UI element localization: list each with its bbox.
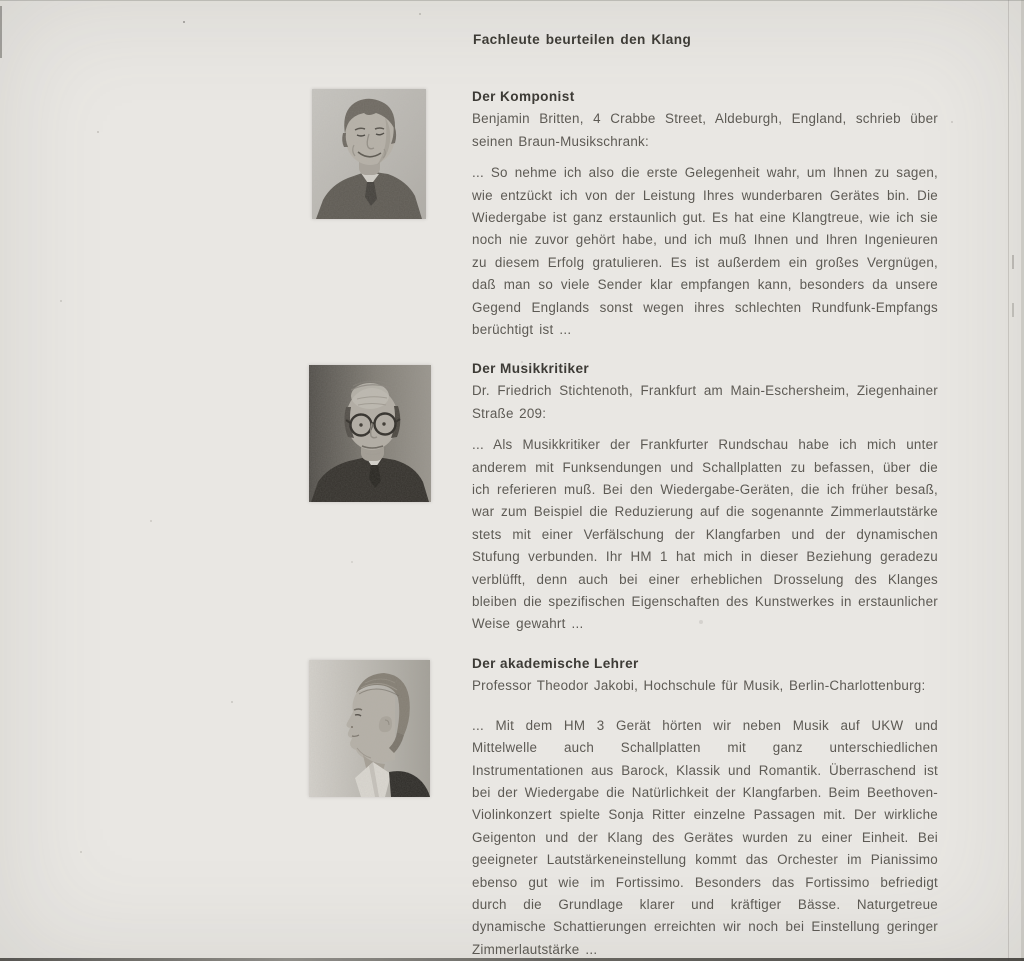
britten-portrait-illustration [312, 89, 426, 219]
section-heading: Der Komponist [472, 89, 575, 104]
portrait-photo-benjamin-britten [312, 89, 426, 219]
stichtenoth-portrait-illustration [309, 365, 431, 502]
section-quote: ... So nehme ich also die erste Gelegenheit wahr, um Ihnen zu sagen, wie entzückt ich von der Leistung Ihres wunderbaren Gerätes bin. Die Wiedergabe ist ganz erstaunlich gut. Es hat eine Klangtreue, wie ich sie noch nie zuvor gehört habe, und ich muß Ihnen und Ihren Ingenieuren zu diesem Erfolg gratulieren. Es ist außerdem ein großes Vergnügen, daß man so viele Sender klar empfangen kann, besonders da unsere Gegend Englands sonst wegen ihres schlechten Rundfunk-Empfangs berüchtigt ist ... [472, 165, 938, 338]
jakobi-portrait-illustration [309, 660, 430, 797]
scan-artifact-tick [1012, 303, 1014, 317]
section-subheading: Dr. Friedrich Stichtenoth, Frankfurt am Main-Eschersheim, Ziegenhainer Straße 209: [472, 383, 938, 421]
paper-specks [0, 0, 2, 2]
section-subheading: Benjamin Britten, 4 Crabbe Street, Aldeburgh, England, schrieb über seinen Braun-Musikschrank: [472, 111, 938, 149]
portrait-photo-friedrich-stichtenoth [309, 365, 431, 502]
section-heading: Der Musikkritiker [472, 361, 590, 376]
page-title: Fachleute beurteilen den Klang [473, 32, 692, 47]
scan-artifact-tick [1012, 255, 1014, 269]
section-heading: Der akademische Lehrer [472, 656, 639, 671]
portrait-photo-theodor-jakobi [309, 660, 430, 797]
section-text-block [472, 653, 938, 961]
scan-edge-top [0, 0, 1024, 1]
section-quote: ... Als Musikkritiker der Frankfurter Rundschau habe ich mich unter anderem mit Funksendungen und Schallplatten zu befassen, über die ich referieren muß. Bei den Wiedergabe-Geräten, die ich früher besaß, war zum Beispiel die Reduzierung auf die sogenannte Zimmerlautstärke stets mit einer Verfälschung der Klangfarben und der dynamischen Stufung verbunden. Ihr HM 1 hat mich in dieser Beziehung geradezu verblüfft, denn auch bei einer erheblichen Drosselung des Klanges bleiben die spezifischen Eigenschaften des Kunstwerkes in erstaunlicher Weise gewahrt ... [472, 437, 938, 632]
section-quote: ... Mit dem HM 3 Gerät hörten wir neben Musik auf UKW und Mittelwelle auch Schallplatten mit ganz unterschiedlichen Instrumentationen aus Barock, Klassik und Romantik. Überraschend ist bei der Wiedergabe die Natürlichkeit der Klangfarben. Beim Beethoven-Violinkonzert spielte Sonja Ritter einzelne Passagen mit. Der wirkliche Geigenton und der Klang des Gerätes wurden zu einer Einheit. Bei geeigneter Lautstärkeneinstellung kommt das Orchester im Pianissimo ebenso gut wie im Fortissimo. Besonders das Fortissimo befriedigt durch die Grundlage klarer und kräftiger Bässe. Naturgetreue dynamische Schattierungen erreichten wir noch bei Einstellung geringer Zimmerlautstärke ... [472, 717, 938, 957]
section-text-block [472, 86, 938, 341]
scan-edge-left-sliver [0, 6, 2, 58]
section-subheading: Professor Theodor Jakobi, Hochschule für Musik, Berlin-Charlottenburg: [472, 678, 926, 694]
page-fold-line [1008, 0, 1009, 961]
section-text-block [472, 358, 938, 636]
